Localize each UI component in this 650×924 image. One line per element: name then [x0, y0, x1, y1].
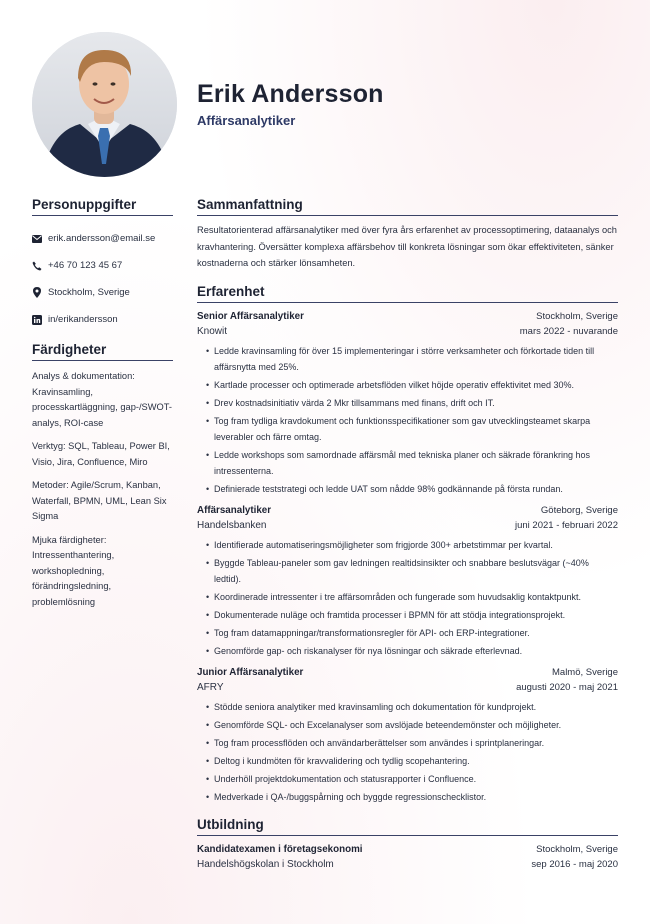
linkedin-icon	[32, 315, 42, 325]
bullet-item: • Koordinerade intressenter i tre affärsområden och fungerade som huvudsaklig kontaktpunkt.	[209, 589, 618, 605]
education-location: Stockholm, Sverige	[536, 843, 618, 855]
bullet-item: • Dokumenterade nuläge och framtida processer i BPMN för att stödja integrationsprojekt.	[209, 607, 618, 623]
education-entry	[197, 842, 618, 872]
school-name: Handelshögskolan i Stockholm	[197, 858, 334, 870]
job-location: Malmö, Sverige	[552, 666, 618, 678]
portrait-image	[32, 32, 177, 177]
job-date: augusti 2020 - maj 2021	[516, 681, 618, 693]
phone-icon	[32, 261, 42, 271]
skill-block-soft: Mjuka färdigheter: Intressenthantering, workshopledning, förändringsledning, problemlösning	[32, 534, 115, 607]
skills-heading: Färdigheter	[32, 342, 173, 361]
personal-heading: Personuppgifter	[32, 197, 173, 216]
bullet-item: • Deltog i kundmöten för kravvalidering och tydlig scopehantering.	[209, 753, 618, 769]
bullet-item: • Stödde seniora analytiker med kravinsamling och dokumentation för kundprojekt.	[209, 699, 618, 715]
job-company: Handelsbanken	[197, 519, 267, 531]
degree-title: Kandidatexamen i företagsekonomi	[197, 843, 363, 855]
job-bullets	[209, 699, 618, 805]
job-bullets	[209, 343, 618, 497]
job-title: Affärsanalytiker	[197, 504, 272, 516]
bullet-item: • Kartlade processer och optimerade arbetsflöden vilket höjde operativ effektivitet med 30%.	[209, 377, 618, 393]
education-heading: Utbildning	[197, 817, 618, 836]
mail-icon	[32, 234, 42, 244]
summary-heading: Sammanfattning	[197, 197, 618, 216]
job-company: Knowit	[197, 325, 228, 337]
job-location: Stockholm, Sverige	[536, 310, 618, 322]
person-title: Affärsanalytiker	[197, 113, 296, 128]
job-bullets	[209, 537, 618, 659]
job-entry	[197, 503, 618, 659]
summary-text: Resultatorienterad affärsanalytiker med över fyra års erfarenhet av processoptimering, dataanalys och kravhantering. Översätter komplexa affärsbehov till konkreta lösningar som ökar effektiviteten, sänker kostnaderna och stärker lönsamheten.	[197, 225, 617, 268]
job-date: mars 2022 - nuvarande	[519, 325, 618, 337]
contact-linkedin[interactable]	[32, 306, 173, 333]
job-title: Senior Affärsanalytiker	[197, 310, 304, 322]
bullet-item: • Tog fram datamappningar/transformationsregler för API- och ERP-integrationer.	[209, 625, 618, 641]
contact-location	[32, 279, 173, 306]
education-date: sep 2016 - maj 2020	[531, 858, 618, 870]
skill-block-tools: Verktyg: SQL, Tableau, Power BI, Visio, Jira, Confluence, Miro	[32, 441, 170, 467]
location-icon	[32, 288, 42, 298]
contact-location-text: Stockholm, Sverige	[48, 287, 130, 298]
bullet-item: • Genomförde gap- och riskanalyser för nya lösningar och säkrade efterlevnad.	[209, 643, 618, 659]
contact-email-text: erik.andersson@email.se	[48, 233, 156, 244]
job-entry	[197, 309, 618, 497]
contact-phone[interactable]	[32, 252, 173, 279]
bullet-item: • Underhöll projektdokumentation och statusrapporter i Confluence.	[209, 771, 618, 787]
contact-linkedin-text: in/erikandersson	[48, 314, 118, 325]
job-title: Junior Affärsanalytiker	[197, 666, 304, 678]
bullet-item: • Medverkade i QA-/buggspårning och byggde regressionschecklistor.	[209, 789, 618, 805]
right-column	[197, 197, 618, 872]
bullet-item: • Definierade teststrategi och ledde UAT som nådde 98% godkännande på första rundan.	[209, 481, 618, 497]
experience-heading: Erfarenhet	[197, 284, 618, 303]
contact-email[interactable]	[32, 225, 173, 252]
job-location: Göteborg, Sverige	[540, 504, 618, 516]
job-date: juni 2021 - februari 2022	[515, 519, 618, 531]
bullet-item: • Ledde workshops som samordnade affärsmål med tekniska planer och säkrade förankring hos intressenterna.	[209, 447, 618, 479]
contact-phone-text: +46 70 123 45 67	[48, 260, 123, 271]
bullet-item: • Identifierade automatiseringsmöjligheter som frigjorde 300+ arbetstimmar per kvartal.	[209, 537, 618, 553]
profile-photo	[32, 32, 177, 177]
bullet-item: • Byggde Tableau-paneler som gav ledningen realtidsinsikter och snabbare beslutsvägar (~40% ledtid).	[209, 555, 618, 587]
bullet-item: • Drev kostnadsinitiativ värda 2 Mkr tillsammans med finans, drift och IT.	[209, 395, 618, 411]
job-company: AFRY	[197, 681, 224, 693]
bullet-item: • Tog fram processflöden och användarberättelser som användes i sprintplaneringar.	[209, 735, 618, 751]
contact-list	[32, 225, 173, 333]
person-name: Erik Andersson	[197, 80, 384, 108]
skill-block-analysis: Analys & dokumentation: Kravinsamling, processkartläggning, gap-/SWOT-analys, ROI-case	[32, 371, 173, 428]
bullet-item: • Tog fram tydliga kravdokument och funktionsspecifikationer som gav utvecklingsteamet skarpa leverabler och färre omtag.	[209, 413, 618, 445]
bullet-item: • Genomförde SQL- och Excelanalyser som avslöjade beteendemönster och möjligheter.	[209, 717, 618, 733]
bullet-item: • Ledde kravinsamling för över 15 implementeringar i större verksamheter och förkortade tiden till affärsnytta med 25%.	[209, 343, 618, 375]
skill-block-methods: Metoder: Agile/Scrum, Kanban, Waterfall, BPMN, UML, Lean Six Sigma	[32, 480, 167, 521]
job-entry	[197, 665, 618, 805]
left-column	[32, 197, 173, 610]
